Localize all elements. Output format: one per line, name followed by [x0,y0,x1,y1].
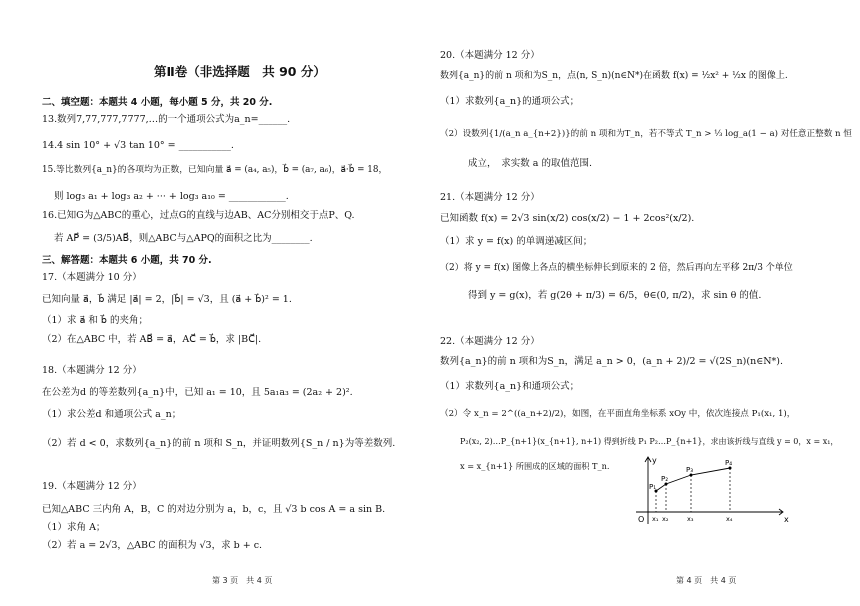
question-18-part1: （1）求公差d 和通项公式 a_n； [42,409,182,420]
question-21-part1: （1）求 y = f(x) 的单调递减区间； [440,236,593,247]
question-22-header: 22.（本题满分 12 分） [440,336,540,347]
question-19-header: 19.（本题满分 12 分） [42,481,142,492]
question-16-line1: 16.已知G为△ABC的重心，过点G的直线与边AB、AC分别相交于点P、Q. [42,210,355,221]
question-21-part2-line2: 得到 y = g(x)，若 g(2θ + π/3) = 6/5，θ∈(0, π/2)，求 sin θ 的值. [468,290,762,301]
question-20-part2-line2: 成立， 求实数 a 的取值范围. [468,158,592,169]
x1-label: x₁ [652,515,659,523]
question-22-stem: 数列{a_n}的前 n 项和为S_n，满足 a_n > 0，(a_n + 2)/2 = √(2S_n)(n∈N*). [440,356,784,367]
question-20-part1: （1）求数列{a_n}的通项公式； [440,96,580,107]
question-20-part2-line1: （2）设数列{1/(a_n a_{n+2})}的前 n 项和为T_n，若不等式 T_n > ⅓ log_a(1 − a) 对任意正整数 n 恒 [440,129,852,139]
question-21-stem: 已知函数 f(x) = 2√3 sin(x/2) cos(x/2) − 1 + 2cos²(x/2). [440,213,695,224]
p3-label: P₃ [686,466,694,474]
polyline-figure [632,454,792,526]
question-18-header: 18.（本题满分 12 分） [42,365,142,376]
question-13: 13.数列7,77,777,7777,…的一个通项公式为a_n=______. [42,114,291,125]
question-17-part1: （1）求 a⃗ 和 b⃗ 的夹角； [42,315,148,326]
x-axis-label: x [784,515,789,524]
question-19-stem: 已知△ABC 三内角 A，B，C 的对边分别为 a，b，c，且 √3 b cos A = a sin B. [42,504,386,515]
page-title: 第Ⅱ卷（非选择题 共 90 分） [154,64,326,79]
question-17-header: 17.（本题满分 10 分） [42,272,142,283]
question-22-part2-line2: P₂(x₂, 2)…P_{n+1}(x_{n+1}, n+1) 得到折线 P₁ P₂…P_{n+1}，求由该折线与直线 y = 0，x = x₁， [460,437,839,446]
page-footer-right: 第 4 页 共 4 页 [676,576,737,585]
y-axis-label: y [652,456,657,465]
question-18-part2: （2）若 d < 0，求数列{a_n}的前 n 项和 S_n，并证明数列{S_n / n}为等差数列. [42,438,396,449]
question-19-part2: （2）若 a = 2√3，△ABC 的面积为 √3，求 b + c. [42,540,263,551]
question-19-part1: （1）求角 A； [42,522,106,533]
question-22-part1: （1）求数列{a_n}和通项公式； [440,381,580,392]
question-17-stem: 已知向量 a⃗，b⃗ 满足 |a⃗| = 2，|b⃗| = √3，且 (a⃗ + b⃗)² = 1. [42,294,292,305]
x4-label: x₄ [726,515,733,523]
question-18-stem: 在公差为d 的等差数列{a_n}中，已知 a₁ = 10，且 5a₁a₃ = (2a₂ + 2)². [42,387,353,398]
section-fill-blank-heading: 二、填空题：本题共 4 小题，每小题 5 分，共 20 分. [42,97,273,108]
question-14: 14.4 sin 10° + √3 tan 10° = ___________. [42,140,234,151]
question-22-part2-line1: （2）令 x_n = 2^((a_n+2)/2)，如图，在平面直角坐标系 xOy 中，依次连接点 P₁(x₁, 1)， [440,409,796,419]
question-20-header: 20.（本题满分 12 分） [440,50,540,61]
p4-label: P₄ [725,459,733,467]
section-answer-heading: 三、解答题：本题共 6 小题，共 70 分. [42,255,212,266]
question-15-line2: 则 log₃ a₁ + log₃ a₂ + ··· + log₃ a₁₀ = ____________. [54,191,289,202]
p2-label: P₂ [661,475,669,483]
question-22-part2-line3: x = x_{n+1} 所围成的区域的面积 T_n. [460,461,610,471]
question-15-line1: 15.等比数列{a_n}的各项均为正数，已知向量 a⃗ = (a₄, a₅)，b⃗ = (a₇, a₆)，a⃗·b⃗ = 18， [42,165,388,175]
page-footer-left: 第 3 页 共 4 页 [212,576,273,585]
origin-label: O [638,515,645,524]
p1-label: P₁ [649,483,657,491]
question-17-part2: （2）在△ABC 中，若 AB⃗ = a⃗，AC⃗ = b⃗，求 |BC⃗|. [42,334,262,345]
x3-label: x₃ [687,515,694,523]
x2-label: x₂ [662,515,669,523]
question-21-part2-line1: （2）将 y = f(x) 图像上各点的横坐标伸长到原来的 2 倍，然后再向左平移 2π/3 个单位 [440,263,793,273]
question-20-stem: 数列{a_n}的前 n 项和为S_n，点(n, S_n)(n∈N*)在函数 f(x) = ½x² + ½x 的图像上. [440,71,788,81]
question-21-header: 21.（本题满分 12 分） [440,192,540,203]
question-16-line2: 若 AP⃗ = (3/5)AB⃗，则△ABC与△APQ的面积之比为________. [54,233,313,244]
